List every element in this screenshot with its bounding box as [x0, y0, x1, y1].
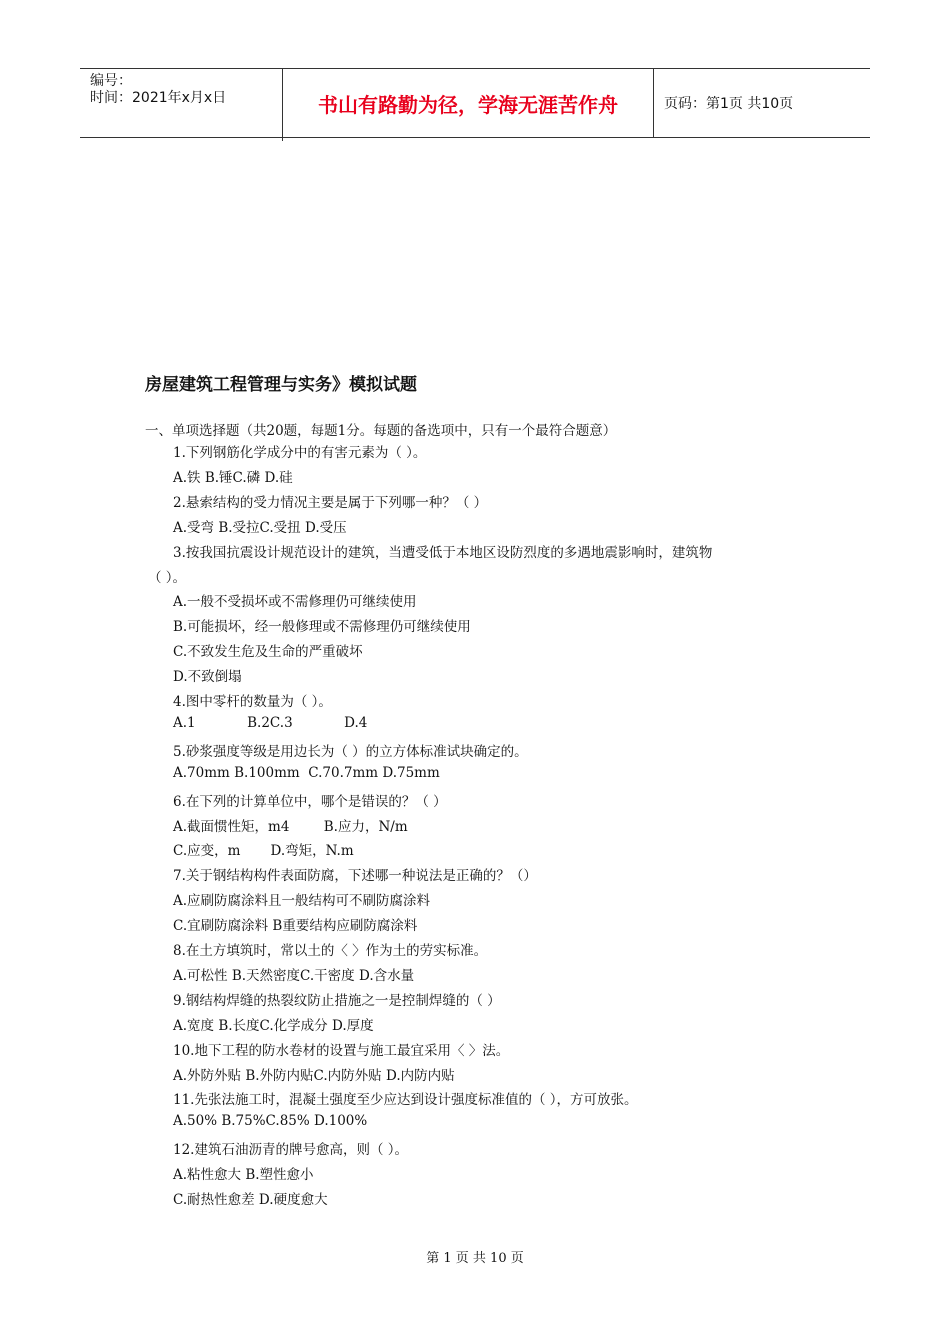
question-line: A.外防外贴 B.外防内贴C.内防外贴 D.内防内贴	[173, 1067, 455, 1084]
question-line: C.耐热性愈差 D.硬度愈大	[173, 1192, 328, 1208]
document-title: 房屋建筑工程管理与实务》模拟试题	[145, 375, 417, 395]
question-line: A.受弯 B.受拉C.受扭 D.受压	[173, 519, 347, 536]
question-line: D.不致倒塌	[173, 669, 242, 686]
question-line: 2.悬索结构的受力情况主要是属于下列哪一种？（ ）	[173, 494, 488, 511]
question-line: A.一般不受损坏或不需修理仍可继续使用	[173, 594, 417, 611]
header-left-cell	[80, 69, 283, 141]
page-footer: 第 1 页 共 10 页	[426, 1251, 524, 1266]
question-line: A.1 B.2C.3 D.4	[173, 714, 368, 731]
question-line: 6.在下列的计算单位中，哪个是错误的？（ ）	[173, 793, 447, 810]
section-heading: 一、单项选择题（共20题，每题1分。每题的备选项中，只有一个最符合题意）	[145, 423, 617, 439]
motto: 书山有路勤为径，学海无涯苦作舟	[283, 69, 654, 137]
question-line: 11.先张法施工时，混凝土强度至少应达到设计强度标准值的（ ），方可放张。	[173, 1092, 638, 1109]
question-line: （ ）。	[148, 569, 187, 586]
question-line: A.可松性 B.天然密度C.干密度 D.含水量	[173, 967, 415, 984]
question-line: 7.关于钢结构构件表面防腐，下述哪一种说法是正确的？（）	[173, 868, 537, 885]
number-label: 编号：	[90, 73, 132, 89]
question-line: 1.下列钢筋化学成分中的有害元素为（ ）。	[173, 445, 427, 461]
question-line: 8.在土方填筑时，常以土的〈 〉作为土的劳实标准。	[173, 943, 488, 959]
question-line: A.应刷防腐涂料且一般结构可不刷防腐涂料	[173, 893, 431, 910]
question-line: A.粘性愈大 B.塑性愈小	[173, 1167, 314, 1184]
time-label: 时间：2021年x月x日	[90, 90, 227, 106]
question-line: A.50% B.75%C.85% D.100%	[173, 1113, 368, 1130]
question-line: C.应变，m D.弯矩，N.m	[173, 843, 354, 860]
question-line: A.铁 B.锤C.磷 D.硅	[173, 469, 293, 486]
question-line: B.可能损坏，经一般修理或不需修理仍可继续使用	[173, 619, 471, 636]
question-line: C.宜刷防腐涂料 B重要结构应刷防腐涂料	[173, 918, 418, 935]
question-line: 5.砂浆强度等级是用边长为（ ）的立方体标准试块确定的。	[173, 743, 528, 760]
question-line: A.宽度 B.长度C.化学成分 D.厚度	[173, 1017, 374, 1034]
question-line: 3.按我国抗震设计规范设计的建筑，当遭受低于本地区设防烈度的多遇地震影响时，建筑物	[173, 544, 713, 561]
question-line: A.70mm B.100mm C.70.7mm D.75mm	[173, 764, 440, 781]
question-line: 10.地下工程的防水卷材的设置与施工最宜采用〈 〉法。	[173, 1042, 510, 1059]
question-line: 12.建筑石油沥青的牌号愈高，则（ ）。	[173, 1142, 409, 1159]
question-line: C.不致发生危及生命的严重破坏	[173, 644, 363, 661]
question-line: 9.钢结构焊缝的热裂纹防止措施之一是控制焊缝的（ ）	[173, 992, 501, 1009]
page-header	[80, 68, 870, 138]
page-info: 页码：第1页 共10页	[664, 96, 794, 112]
question-line: 4.图中零杆的数量为（ ）。	[173, 694, 332, 710]
question-line: A.截面惯性矩，m4 B.应力，N/m	[173, 818, 408, 835]
